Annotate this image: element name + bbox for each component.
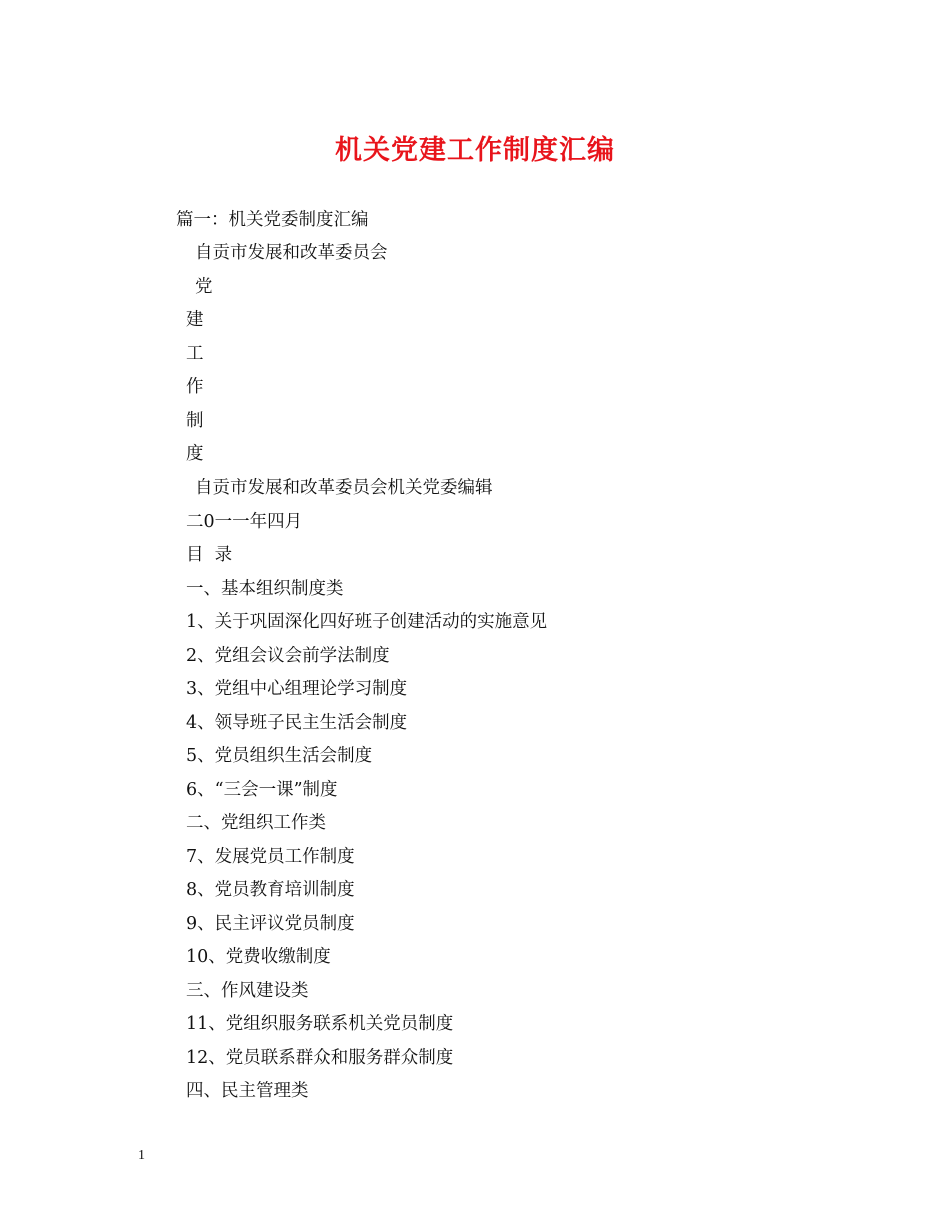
vertical-title-char: 制 xyxy=(186,411,204,431)
toc-category: 一、基本组织制度类 xyxy=(186,579,344,599)
section-heading: 篇一：机关党委制度汇编 xyxy=(176,210,369,230)
vertical-title-char: 工 xyxy=(186,344,204,364)
toc-item: 8、党员教育培训制度 xyxy=(186,880,355,900)
toc-heading: 目 录 xyxy=(186,545,233,565)
organization-name: 自贡市发展和改革委员会 xyxy=(195,243,388,263)
toc-item: 1、关于巩固深化四好班子创建活动的实施意见 xyxy=(186,612,548,632)
toc-category: 二、党组织工作类 xyxy=(186,813,326,833)
toc-item: 3、党组中心组理论学习制度 xyxy=(186,679,408,699)
vertical-title-char: 度 xyxy=(186,444,204,464)
toc-item: 12、党员联系群众和服务群众制度 xyxy=(186,1048,454,1068)
toc-item: 11、党组织服务联系机关党员制度 xyxy=(186,1014,454,1034)
vertical-title-char: 建 xyxy=(186,310,204,330)
toc-item: 5、党员组织生活会制度 xyxy=(186,746,373,766)
editor-line: 自贡市发展和改革委员会机关党委编辑 xyxy=(195,478,493,498)
toc-item: 7、发展党员工作制度 xyxy=(186,847,355,867)
toc-category: 三、作风建设类 xyxy=(186,981,309,1001)
vertical-title-char: 党 xyxy=(195,277,213,297)
page-number: 1 xyxy=(138,1148,145,1163)
document-title: 机关党建工作制度汇编 xyxy=(335,135,615,166)
toc-item: 9、民主评议党员制度 xyxy=(186,914,355,934)
toc-item: 4、领导班子民主生活会制度 xyxy=(186,713,408,733)
vertical-title-char: 作 xyxy=(186,377,204,397)
toc-item: 6、“三会一课”制度 xyxy=(186,780,338,800)
toc-item: 2、党组会议会前学法制度 xyxy=(186,646,390,666)
toc-category: 四、民主管理类 xyxy=(186,1081,309,1101)
date-line: 二0一一年四月 xyxy=(186,512,303,532)
toc-item: 10、党费收缴制度 xyxy=(186,947,331,967)
